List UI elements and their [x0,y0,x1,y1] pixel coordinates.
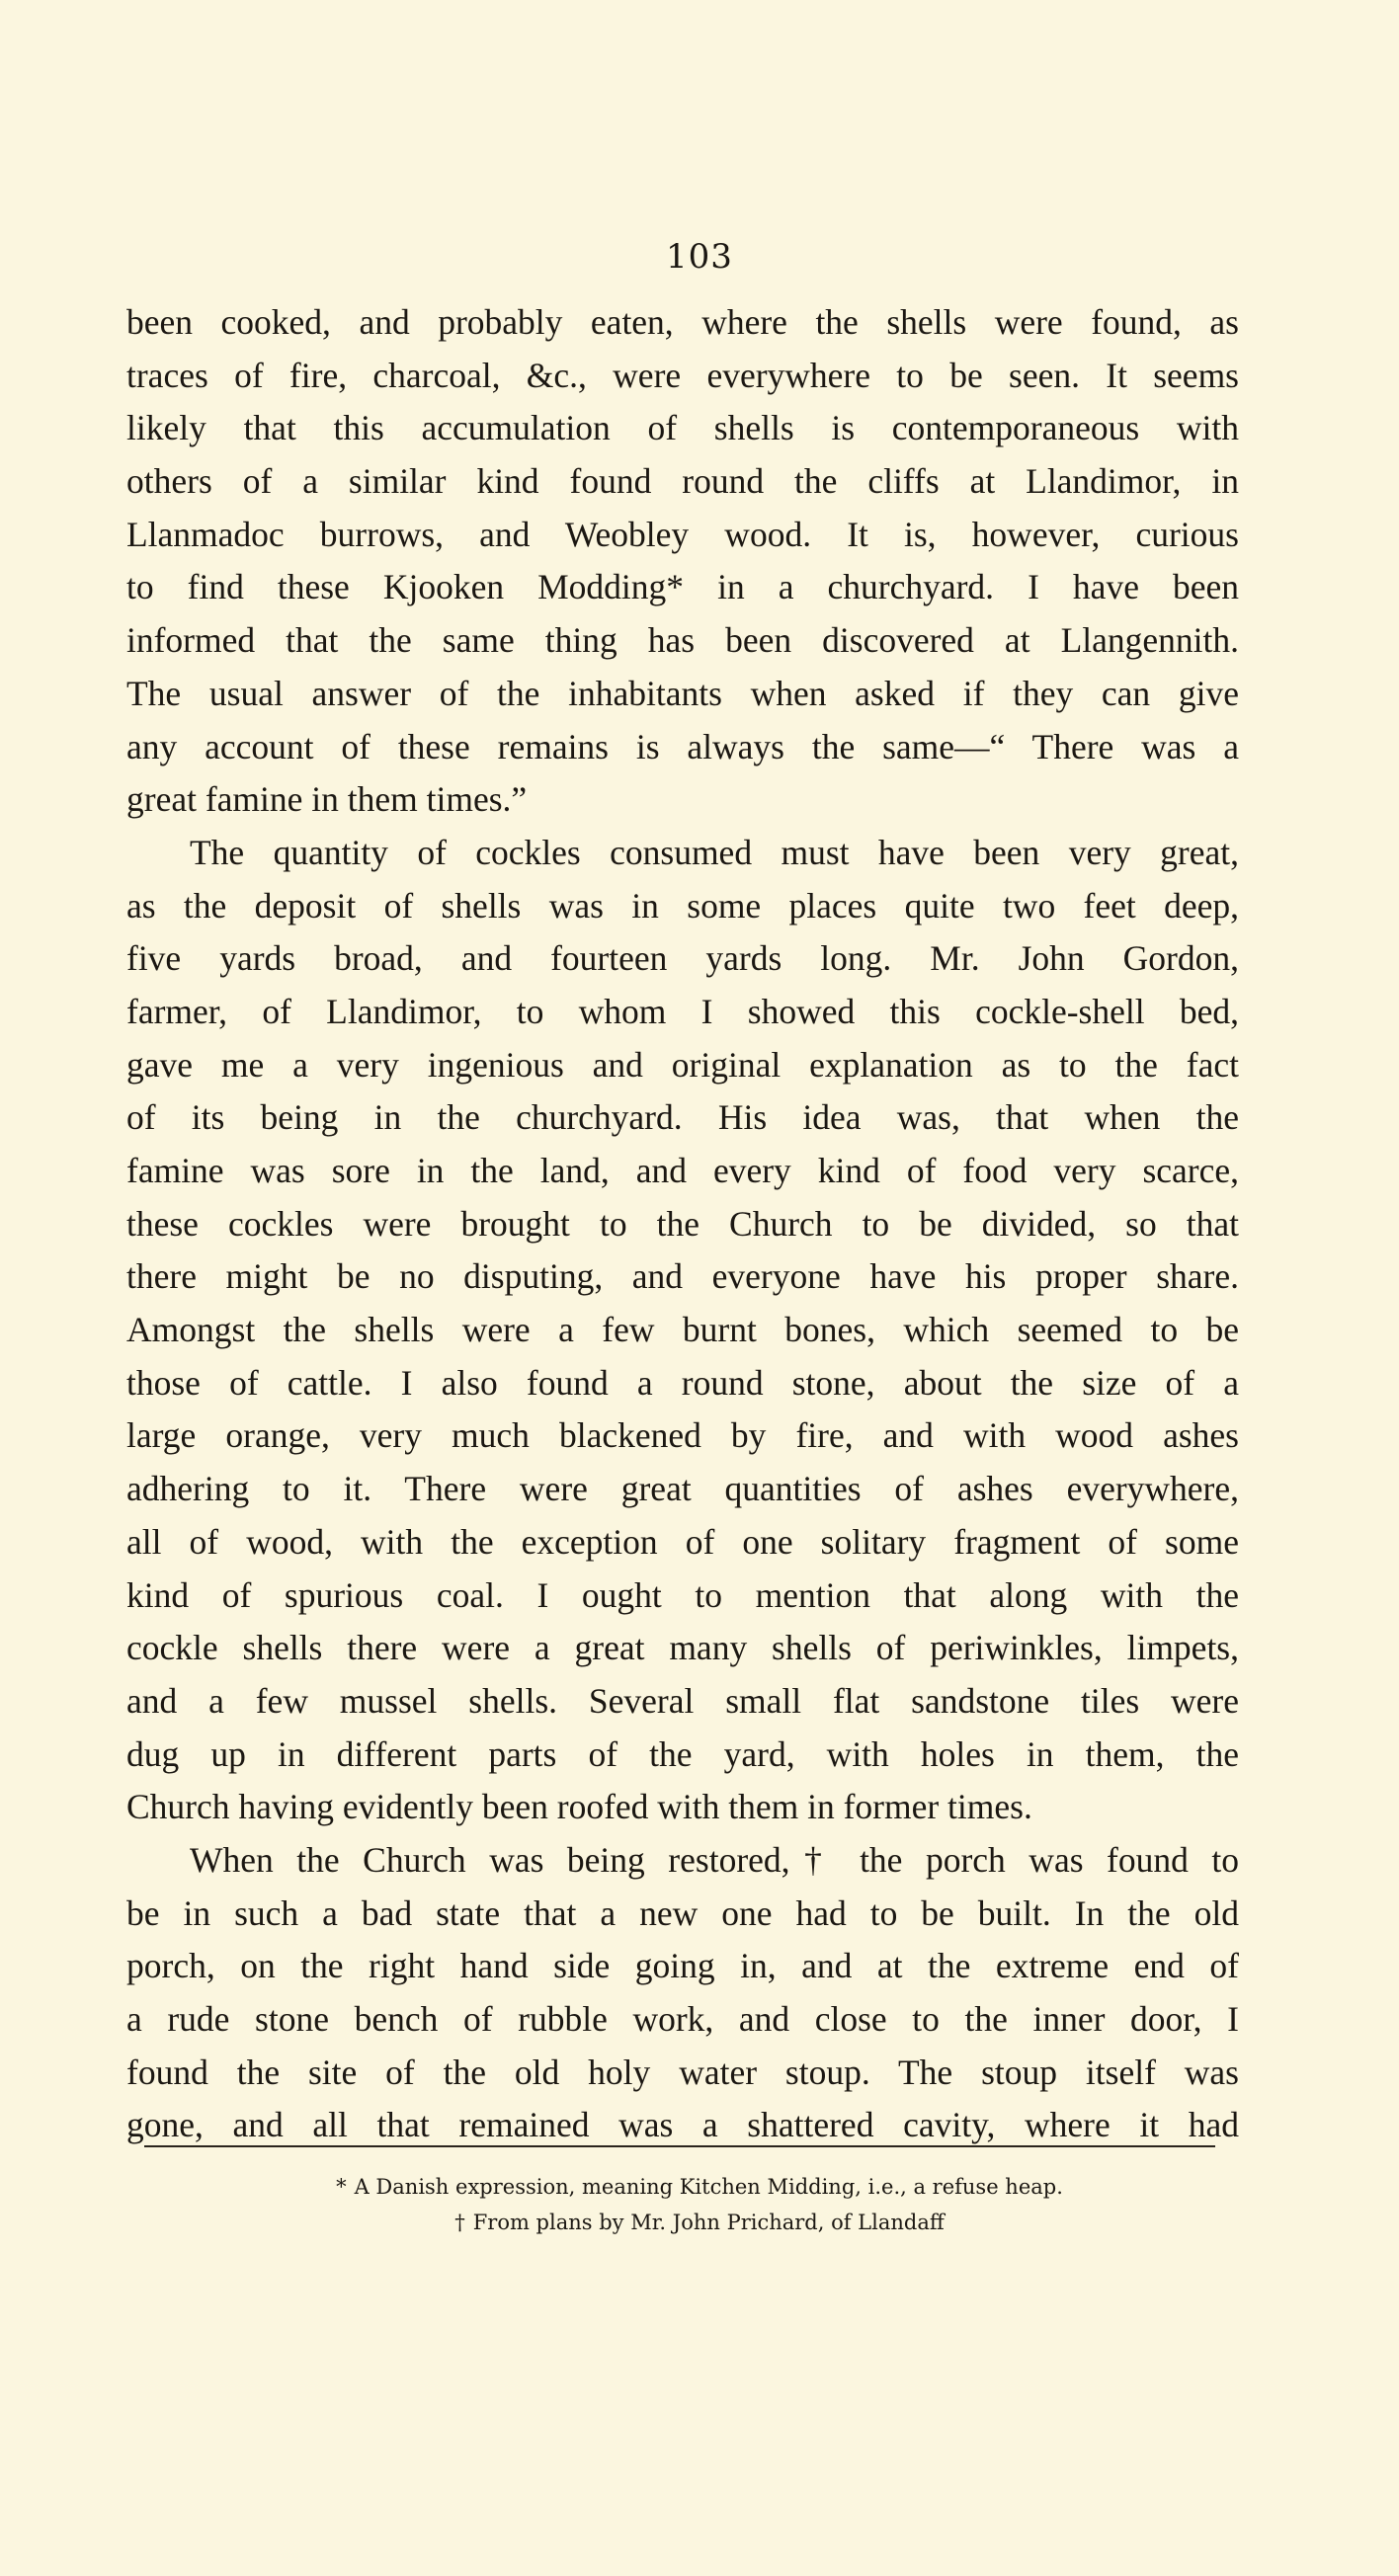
text-line: Church having evidently been roofed with them in former times. [126,1787,1032,1827]
text-line: farmer, of Llandimor, to whom I showed this cockle-shell bed, [126,991,1239,1031]
footnote-text: A Danish expression, meaning Kitchen Midding, i.e., a refuse heap. [354,2175,1063,2199]
text-line: any account of these remains is always the same—“ There was a [126,726,1239,766]
text-line: Amongst the shells were a few burnt bones, which seemed to be [126,1310,1239,1350]
text-line: those of cattle. I also found a round stone, about the size of a [126,1362,1239,1403]
text-line: these cockles were brought to the Church to be divided, so that [126,1203,1239,1244]
text-line: been cooked, and probably eaten, where the shells were found, as [126,302,1239,342]
text-line: The usual answer of the inhabitants when asked if they can give [126,673,1239,713]
footnote-divider [144,2145,1215,2147]
text-line: be in such a bad state that a new one had to be built. In the old [126,1892,1239,1933]
footnote-2 [0,2205,1399,2240]
footnotes [0,2169,1399,2240]
footnote-1 [0,2169,1399,2205]
text-line: The quantity of cockles consumed must have been very great, [190,832,1239,872]
body-text [126,296,1239,2152]
footnote-text: From plans by Mr. John Prichard, of Llandaff [472,2211,945,2234]
text-line: found the site of the old holy water stoup. The stoup itself was [126,2052,1239,2092]
text-line: likely that this accumulation of shells is contemporaneous with [126,408,1239,448]
text-line: dug up in different parts of the yard, with holes in them, the [126,1733,1239,1774]
text-line: great famine in them times.” [126,779,528,820]
page-number: 103 [666,237,733,277]
text-line: gone, and all that remained was a shattered cavity, where it had [126,2105,1239,2145]
text-line: others of a similar kind found round the cliffs at Llandimor, in [126,461,1239,502]
text-line: of its being in the churchyard. His idea was, that when the [126,1097,1239,1138]
text-line: adhering to it. There were great quantities of ashes everywhere, [126,1469,1239,1509]
footnote-mark: * [336,2175,347,2199]
text-line: informed that the same thing has been discovered at Llangennith. [126,620,1239,661]
text-line: a rude stone bench of rubble work, and close to the inner door, I [126,1999,1239,2039]
text-line: five yards broad, and fourteen yards long. Mr. John Gordon, [126,938,1239,979]
text-line: to find these Kjooken Modding* in a churchyard. I have been [126,567,1239,607]
text-line: as the deposit of shells was in some places quite two feet deep, [126,885,1239,926]
text-line: cockle shells there were a great many shells of periwinkles, limpets, [126,1628,1239,1668]
text-line: porch, on the right hand side going in, and at the extreme end of [126,1946,1239,1986]
footnote-mark: † [454,2211,465,2234]
text-line: famine was sore in the land, and every kind of food very scarce, [126,1151,1239,1190]
text-line: gave me a very ingenious and original explanation as to the fact [126,1044,1239,1085]
text-line: and a few mussel shells. Several small flat sandstone tiles were [126,1680,1239,1721]
text-line: When the Church was being restored,† the porch was found to [190,1839,1239,1880]
text-line: traces of fire, charcoal, &c., were everywhere to be seen. It seems [126,355,1239,395]
text-line: there might be no disputing, and everyone have his proper share. [126,1256,1239,1297]
text-line: Llanmadoc burrows, and Weobley wood. It is, however, curious [126,514,1239,554]
text-line: large orange, very much blackened by fire, and with wood ashes [126,1415,1239,1456]
text-line: all of wood, with the exception of one solitary fragment of some [126,1521,1239,1562]
text-line: kind of spurious coal. I ought to mention that along with the [126,1574,1239,1615]
